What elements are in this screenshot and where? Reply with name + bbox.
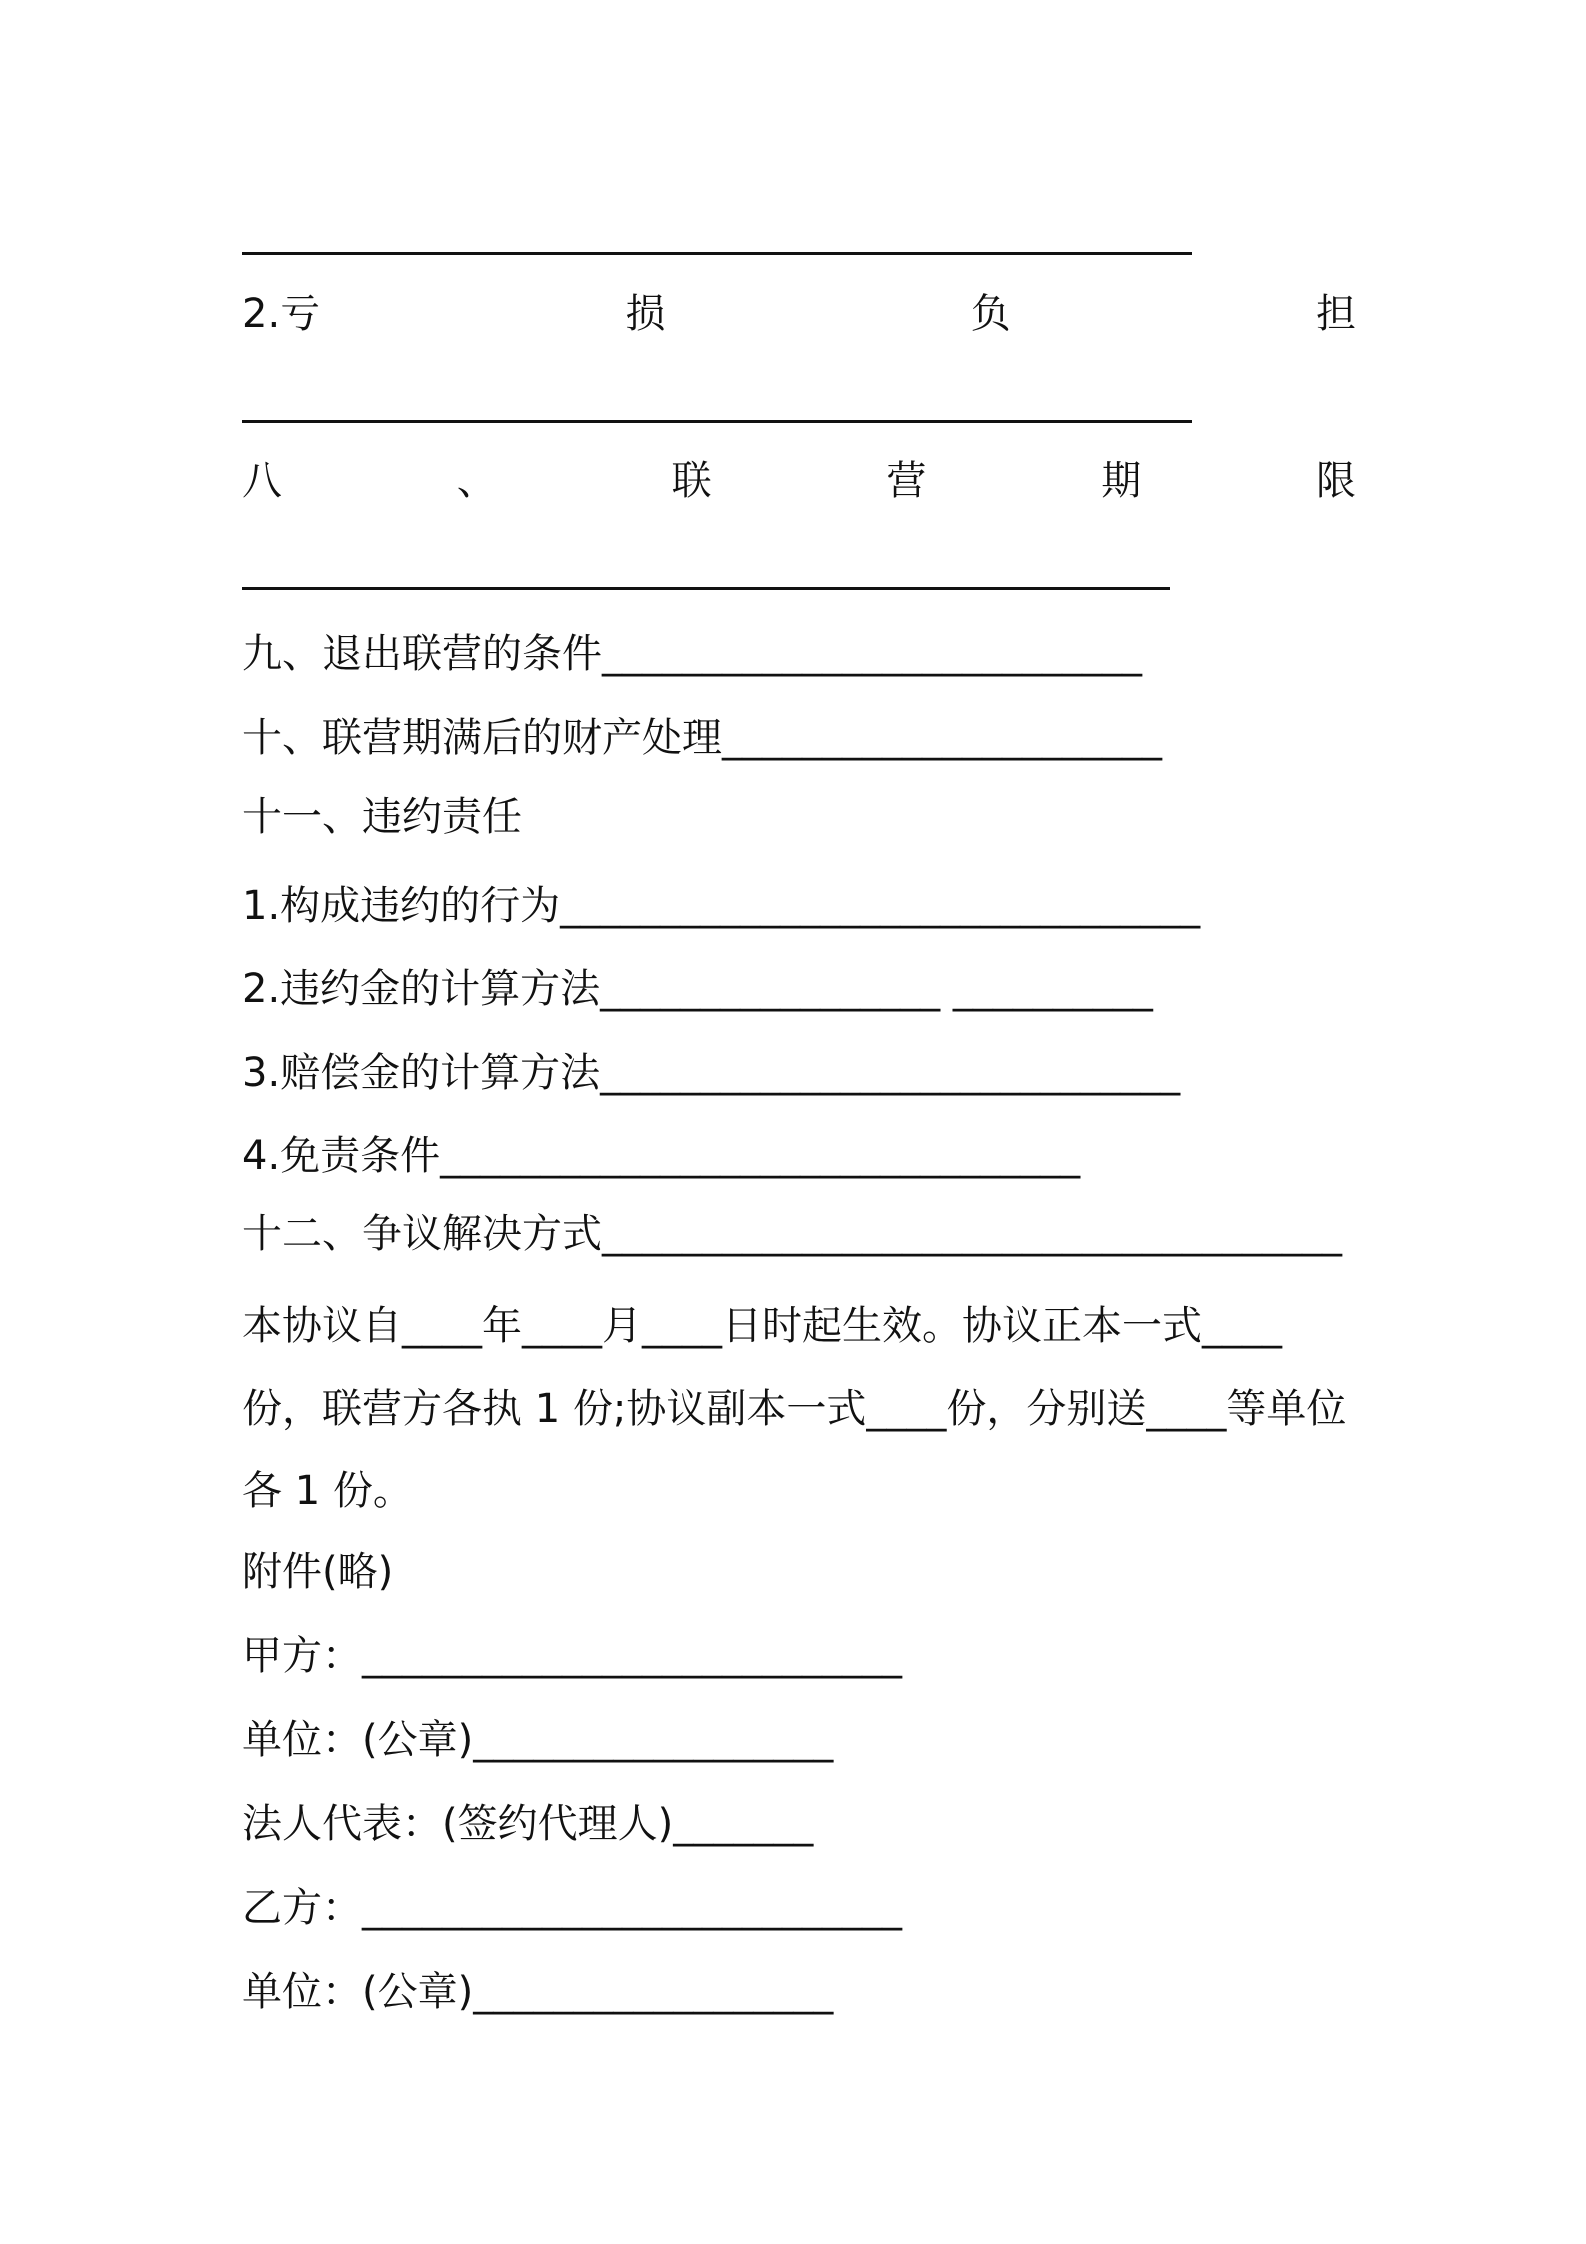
blank-line-top	[242, 252, 1192, 255]
blank-line-section8	[242, 587, 1170, 590]
section7-item2-char: 损	[625, 291, 666, 337]
party-a-label: 甲方：___________________________	[242, 1633, 902, 1679]
party-b-label: 乙方：___________________________	[242, 1885, 902, 1931]
section8-char: 联	[671, 458, 712, 504]
section8-char: 期	[1101, 458, 1142, 504]
attachment-note: 附件(略)	[242, 1549, 394, 1595]
section8-char: 营	[886, 458, 927, 504]
effective-line-2: 份，联营方各执 1 份;协议副本一式____份，分别送____等单位	[242, 1386, 1347, 1432]
blank-line-item2	[242, 420, 1192, 423]
section11-item3: 3.赔偿金的计算方法_____________________________	[242, 1050, 1181, 1096]
effective-line-3: 各 1 份。	[242, 1468, 413, 1514]
section10-text: 十、联营期满后的财产处理______________________	[242, 715, 1162, 761]
party-a-unit: 单位：(公章)__________________	[242, 1717, 834, 1763]
section11-heading: 十一、违约责任	[242, 794, 522, 840]
section7-item2-char: 担	[1315, 291, 1356, 337]
section11-item2: 2.违约金的计算方法_________________ __________	[242, 966, 1153, 1012]
section7-item2-char: 负	[970, 291, 1011, 337]
section7-item2-char: 2.亏	[242, 291, 321, 337]
section8-char: 八	[242, 458, 282, 504]
section11-item4: 4.免责条件________________________________	[242, 1133, 1081, 1179]
section9-text: 九、退出联营的条件___________________________	[242, 631, 1142, 677]
party-a-legal-rep: 法人代表：(签约代理人)_______	[242, 1801, 814, 1847]
party-b-unit: 单位：(公章)__________________	[242, 1969, 834, 2015]
section11-item1: 1.构成违约的行为________________________________	[242, 883, 1201, 929]
effective-line-1: 本协议自____年____月____日时起生效。协议正本一式____	[242, 1303, 1282, 1349]
section7-item2	[242, 290, 1356, 338]
section12-text: 十二、争议解决方式_____________________________________	[242, 1211, 1342, 1257]
section8-char: 限	[1315, 458, 1356, 504]
section8-heading	[242, 457, 1356, 505]
section8-char: 、	[456, 458, 497, 504]
